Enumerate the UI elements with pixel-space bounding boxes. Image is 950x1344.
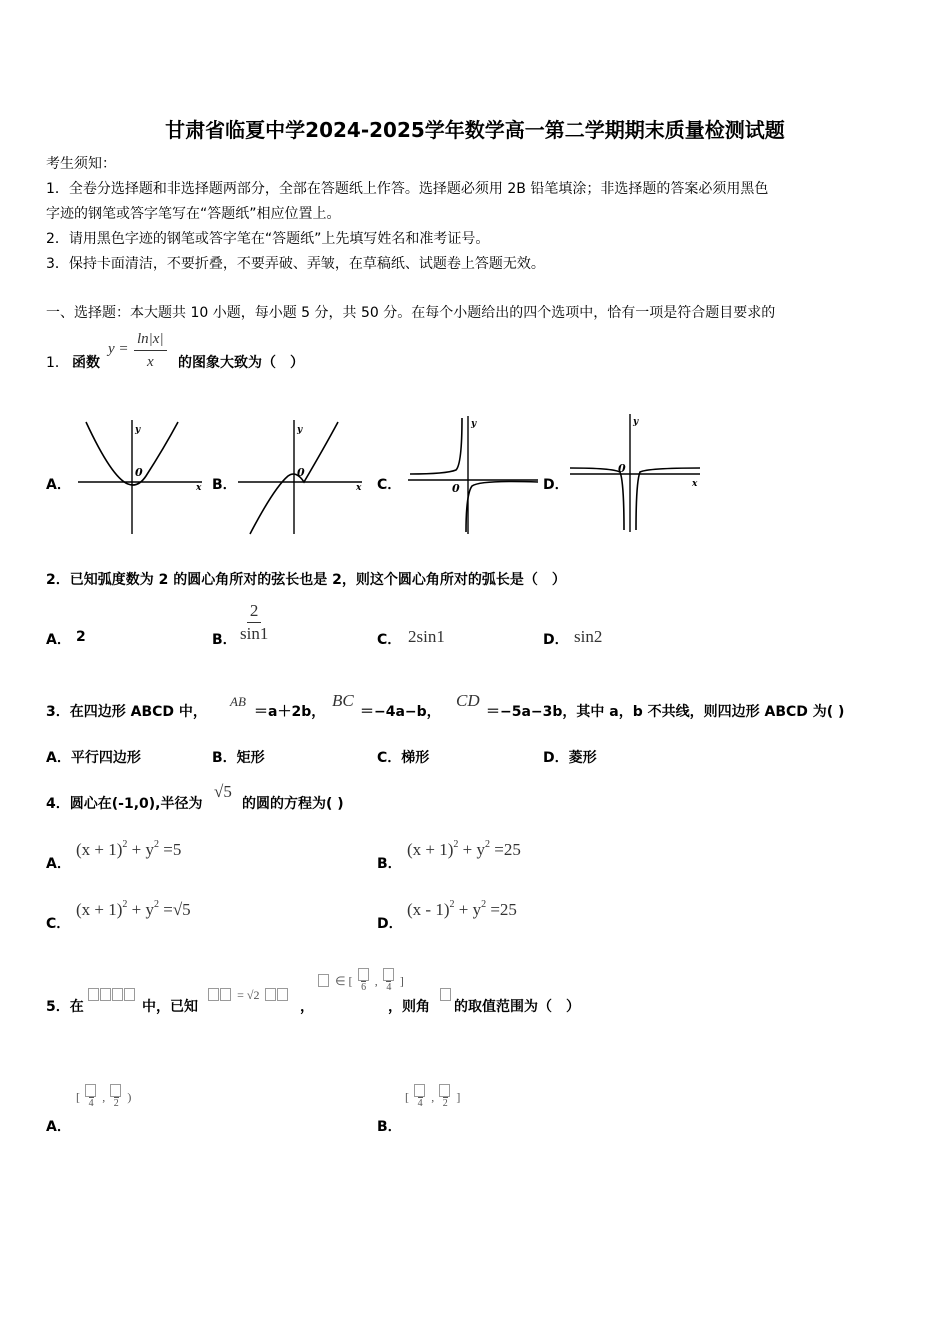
q5-option-a-label: A． [46,1119,71,1135]
q1-graph-c-origin: 0 [452,482,460,495]
notice-heading: 考生须知： [46,156,116,172]
q4-option-d-sq2: 2 [481,899,487,910]
q1-graph-a-y-label: y [135,425,141,435]
q4-option-a-equation [76,840,181,860]
q5-option-b-fraction-2 [439,1084,451,1109]
q1-graph-b-x-label: x [356,483,362,493]
q3-vector-ab: AB [230,694,246,709]
q3-part-4: ＝−5a−3b，其中 a，b 不共线，则四边形 ABCD 为( ) [486,704,845,720]
q1-option-b-label: B． [212,477,237,493]
missing-glyph-icon [88,988,99,1001]
q3-part-2: ＝a＋2b， [254,704,326,720]
q2-option-c-label: C． [377,632,402,648]
missing-glyph-icon [277,988,288,1001]
q4-option-a-sq2: 2 [154,839,160,850]
q5-interval: ∈ [ 6 , 4 ] [318,968,404,993]
q4-option-c-label: C． [46,916,71,932]
q4-option-c-rhs: =√5 [159,900,191,919]
missing-glyph-icon [220,988,231,1001]
q5-part-1: 5．在 [46,999,84,1015]
q1-graph-d[interactable] [568,412,708,536]
q5-interval-fraction-1 [358,968,370,993]
q2-option-b-label: B． [212,632,237,648]
q1-function-numerator: ln|x| [134,328,167,351]
q4-option-d-y: + y [454,900,482,919]
q1-graph-b-origin: 0 [297,466,305,479]
q4-option-b-y: + y [458,840,486,859]
q1-option-a-label: A． [46,477,71,493]
q5-option-b-fraction-1 [414,1084,426,1109]
q5-angle-symbol [440,984,452,1003]
q4-option-c-sq2: 2 [154,899,160,910]
q3-part-1: 3．在四边形 ABCD 中， [46,704,207,720]
q4-part-2: 的圆的方程为( ) [242,796,344,812]
missing-glyph-icon [440,988,451,1001]
q1-function-lhs: y = [108,341,129,357]
q1-function-fraction [134,328,167,373]
q1-graph-d-x-label: x [692,479,698,489]
q4-option-c-equation [76,900,191,920]
q5-option-b-interval: [ 4 , 2 ] [405,1084,460,1109]
q5-interval-denominator-2: 4 [386,982,392,993]
q5-option-a-interval: [ 4 , 2 ) [76,1084,131,1109]
q3-option-a: A．平行四边形 [46,750,141,766]
q2-option-a-value: 2 [76,629,86,645]
missing-glyph-icon [85,1084,96,1097]
missing-glyph-icon [318,974,329,987]
q5-missing-triangle-symbol [88,984,136,1003]
q1-prefix: 函数 [72,355,100,371]
q4-option-c-sq1: 2 [122,899,128,910]
q4-option-d-lhs: (x - 1) [407,900,450,919]
q5-equation-rhs: = √2 [237,988,260,1002]
section-heading: 一、选择题：本大题共 10 小题，每小题 5 分，共 50 分。在每个小题给出的四个选项中，恰有一项是符合题目要求的 [46,305,776,321]
q1-option-c-label: C． [377,477,402,493]
q4-option-c-lhs: (x + 1) [76,900,123,919]
q5-option-a-denominator-2: 2 [113,1098,119,1109]
q4-option-d-equation [407,900,517,920]
q3-part-3: ＝−4a−b， [360,704,441,720]
missing-glyph-icon [112,988,123,1001]
q4-option-b-label: B． [377,856,402,872]
q4-radius: √5 [214,782,232,801]
q4-option-a-y: + y [127,840,155,859]
q5-part-5: 的取值范围为（ ） [454,999,580,1015]
q5-part-2: 中，已知 [142,999,198,1015]
q4-option-b-equation [407,840,521,860]
q2-text: 2．已知弧度数为 2 的圆心角所对的弦长也是 2，则这个圆心角所对的弧长是（ ） [46,572,566,588]
q4-option-b-lhs: (x + 1) [407,840,454,859]
q4-option-d-label: D． [377,916,403,932]
q4-option-a-rhs: =5 [159,840,182,859]
notice-item-3: 3．保持卡面清洁，不要折叠，不要弄破、弄皱，在草稿纸、试题卷上答题无效。 [46,256,545,272]
q2-option-d-label: D． [543,632,569,648]
q5-interval-lead: ∈ [ [335,974,353,988]
q2-option-b-fraction [240,600,268,645]
q4-option-d-sq1: 2 [449,899,455,910]
q1-graph-d-origin: 0 [618,462,626,475]
q1-graph-c[interactable] [406,414,546,538]
q4-option-a-label: A． [46,856,71,872]
q5-part-3: ， [300,999,314,1015]
q5-part-4: ，则角 [388,999,430,1015]
q5-option-b-denominator-2: 2 [442,1098,448,1109]
q3-option-b: B．矩形 [212,750,265,766]
q5-option-a-fraction-1 [85,1084,97,1109]
missing-glyph-icon [265,988,276,1001]
missing-glyph-icon [358,968,369,981]
missing-glyph-icon [124,988,135,1001]
q4-option-b-sq2: 2 [485,839,491,850]
q4-option-b-sq1: 2 [453,839,459,850]
q2-option-a-label: A． [46,632,71,648]
notice-item-1-line-2: 字迹的钢笔或答字笔写在“答题纸”相应位置上。 [46,206,341,222]
q2-option-b-denominator: sin1 [240,624,269,643]
q1-graph-c-y-label: y [471,419,477,429]
q5-interval-fraction-2 [383,968,395,993]
q2-option-c-value: 2sin1 [408,627,445,646]
q4-option-d-rhs: =25 [486,900,517,919]
q4-option-c-y: + y [127,900,155,919]
q5-interval-denominator-1: 6 [361,982,367,993]
q5-option-b-denominator-1: 4 [417,1098,423,1109]
q3-option-c: C．梯形 [377,750,430,766]
page-title: 甘肃省临夏中学2024-2025学年数学高一第二学期期末质量检测试题 [165,118,785,142]
q3-vector-cd: CD [456,691,480,710]
q1-graph-b-y-label: y [297,425,303,435]
q4-part-1: 4．圆心在(-1,0),半径为 [46,796,203,812]
q1-graph-d-y-label: y [633,417,639,427]
q5-equation [208,984,289,1003]
notice-item-1-line-1: 1．全卷分选择题和非选择题两部分，全部在答题纸上作答。选择题必须用 2B 铅笔填涂；非选择题的答案必须用黑色 [46,181,769,197]
q5-option-b-label: B． [377,1119,402,1135]
q1-function-denominator: x [146,354,154,370]
q5-option-a-fraction-2 [110,1084,122,1109]
q1-option-d-label: D． [543,477,569,493]
q1-graph-a[interactable] [72,418,212,538]
missing-glyph-icon [208,988,219,1001]
q4-option-a-sq1: 2 [122,839,128,850]
q3-vector-bc: BC [332,691,354,710]
q2-option-b-numerator: 2 [247,600,262,623]
missing-glyph-icon [100,988,111,1001]
q1-number: 1． [46,355,69,371]
q1-graph-b[interactable] [234,418,374,538]
q4-option-a-lhs: (x + 1) [76,840,123,859]
notice-item-2: 2．请用黑色字迹的钢笔或答字笔在“答题纸”上先填写姓名和准考证号。 [46,231,490,247]
q1-suffix: 的图象大致为（ ） [178,355,304,371]
missing-glyph-icon [110,1084,121,1097]
q5-option-a-denominator-1: 4 [88,1098,94,1109]
missing-glyph-icon [414,1084,425,1097]
q3-option-d: D．菱形 [543,750,597,766]
missing-glyph-icon [383,968,394,981]
missing-glyph-icon [439,1084,450,1097]
q4-option-b-rhs: =25 [490,840,521,859]
q2-option-d-value: sin2 [574,627,603,646]
q1-graph-a-x-label: x [196,483,202,493]
q1-graph-a-origin: 0 [135,466,143,479]
